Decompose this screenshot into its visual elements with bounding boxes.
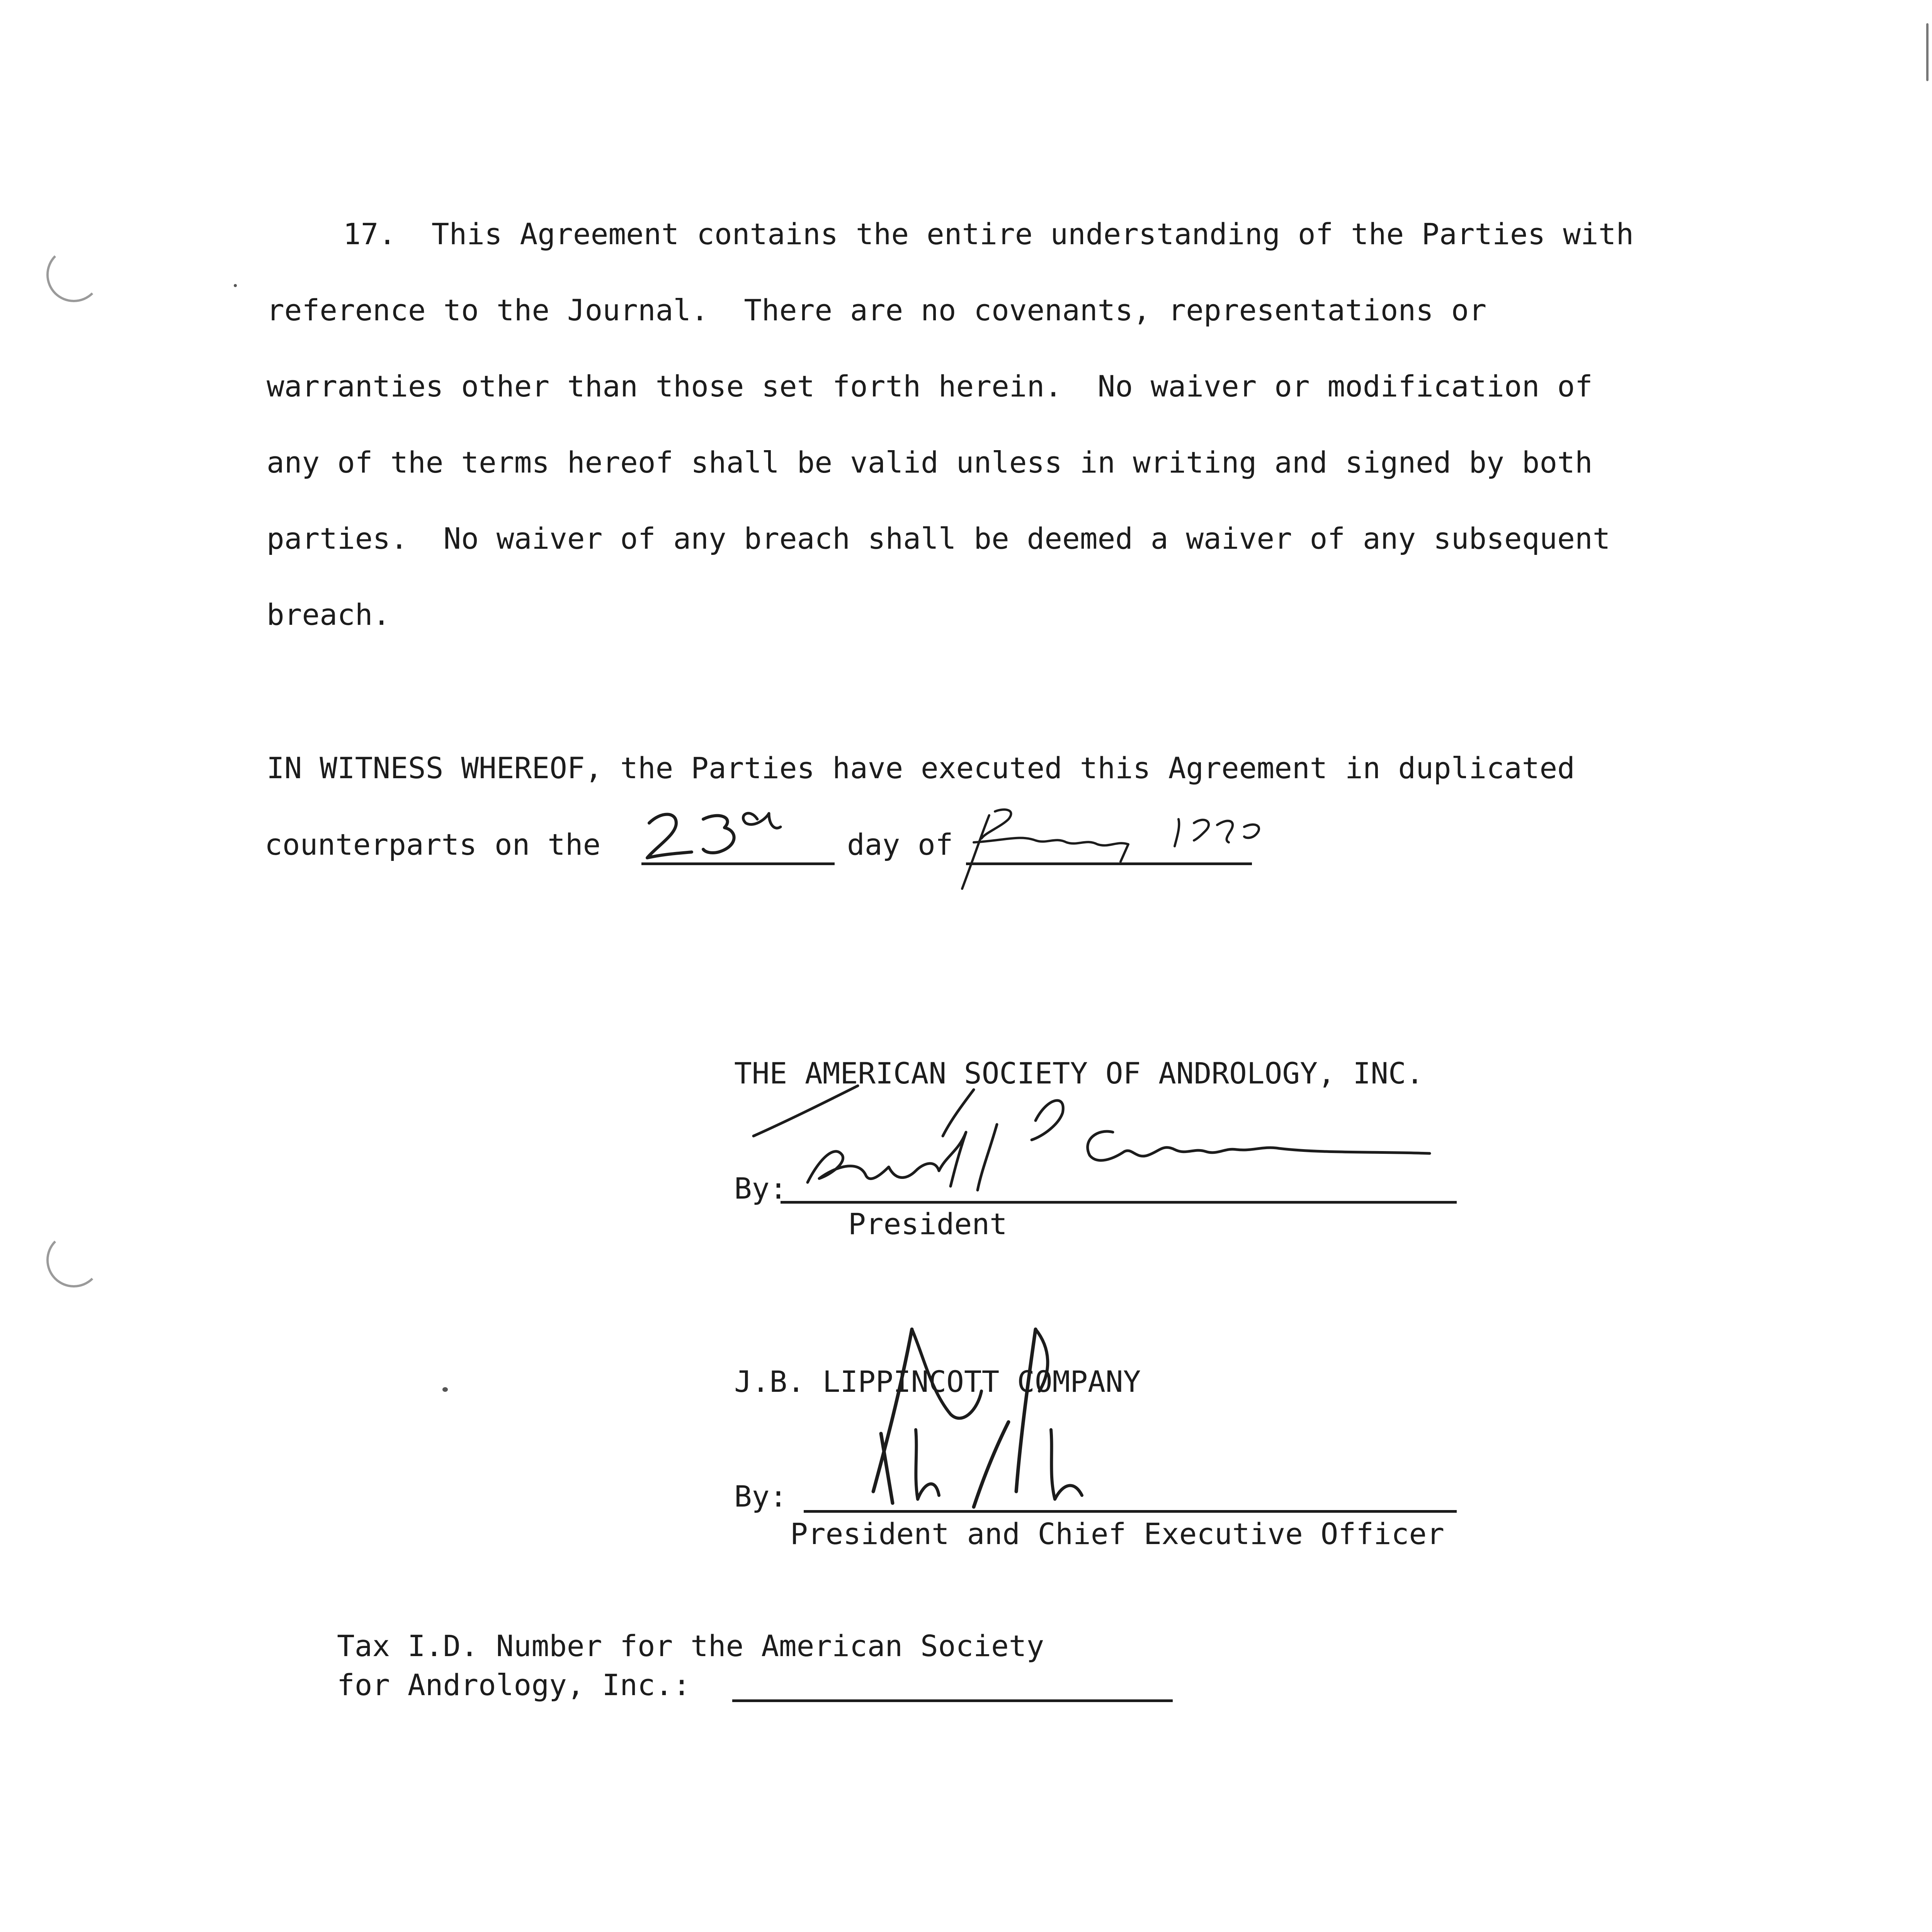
signatory-2-company: J.B. LIPPINCOTT COMPANY (734, 1364, 1141, 1399)
scan-speck (442, 1387, 448, 1392)
handwritten-month-year (958, 804, 1306, 893)
signatory-2-by-label: By: (734, 1479, 787, 1514)
signatory-1-title: President (848, 1207, 1007, 1241)
scan-speck (234, 284, 237, 287)
paragraph-17-line-2: reference to the Journal. There are no covenants, representations or (267, 293, 1487, 327)
binder-hole-middle (46, 1233, 101, 1287)
signatory-2-signature (835, 1314, 1182, 1515)
signatory-1-company: THE AMERICAN SOCIETY OF ANDROLOGY, INC. (734, 1056, 1424, 1090)
signatory-1-by-label: By: (734, 1171, 787, 1206)
binder-hole-top (46, 247, 101, 302)
paragraph-17-line-1: 17. This Agreement contains the entire understanding of the Parties with (343, 217, 1634, 251)
tax-id-line-1: Tax I.D. Number for the American Society (337, 1629, 1044, 1663)
paragraph-17-line-5: parties. No waiver of any breach shall be deemed a waiver of any subsequent (267, 521, 1611, 556)
witness-counterparts-prefix: counterparts on the (265, 827, 601, 862)
handwritten-day (641, 804, 835, 862)
day-blank (641, 862, 835, 865)
tax-id-line-2: for Andrology, Inc.: (337, 1668, 691, 1702)
paragraph-17-line-6: breach. (267, 597, 391, 632)
signatory-1-signature (742, 1074, 1476, 1202)
paragraph-17-line-4: any of the terms hereof shall be valid unless in writing and signed by both (267, 445, 1593, 480)
witness-line-1: IN WITNESS WHEREOF, the Parties have executed this Agreement in duplicated (267, 751, 1575, 785)
paragraph-17-line-3: warranties other than those set forth herein. No waiver or modification of (267, 369, 1593, 403)
witness-day-of: day of (847, 827, 953, 862)
signatory-2-title: President and Chief Executive Officer (790, 1517, 1444, 1551)
tax-id-blank (732, 1699, 1173, 1702)
scan-edge-mark (1926, 23, 1929, 81)
